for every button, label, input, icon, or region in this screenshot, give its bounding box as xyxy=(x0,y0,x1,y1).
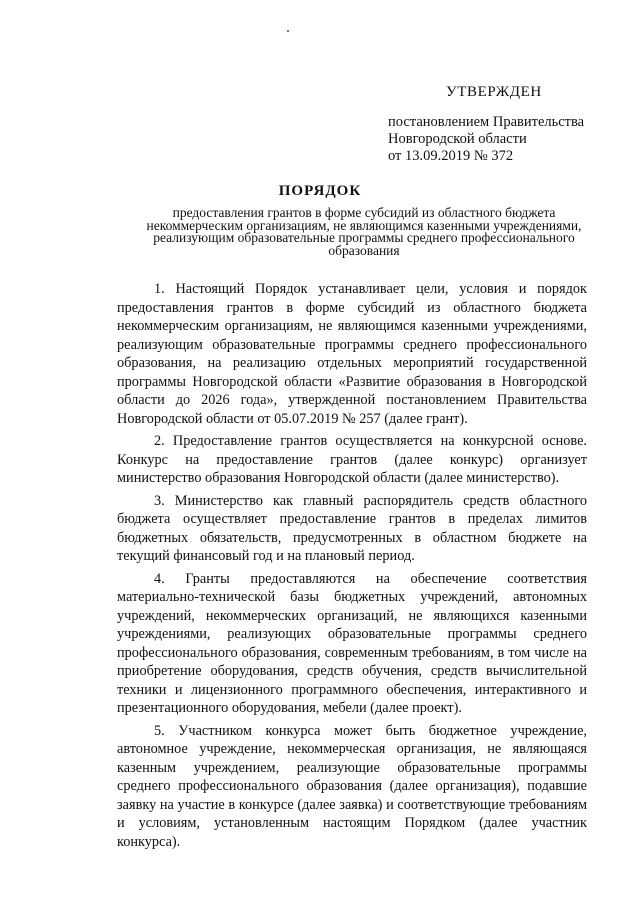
document-body xyxy=(117,280,587,851)
paragraph-2: 2. Предоставление грантов осуществляется на конкурсной основе. Конкурс на предоставление грантов (далее конкурс) организует министерство образования Новгородской области (далее министерство). xyxy=(117,433,587,486)
paragraph-4: 4. Гранты предоставляются на обеспечение соответствия материально-технической базы бюджетных учреждений, автономных учреждений, некоммерческих организаций, не являющихся казенными учреждениями, реализующих образовательные программы среднего профессионального образования, современным требованиям, в том числе на приобретение оборудования, средств обучения, средств вычислительной техники и лицензионного программного обеспечения, интерактивного и презентационного оборудования, мебели (далее проект). xyxy=(117,570,587,716)
approval-line-1: постановлением Правительства xyxy=(388,114,585,130)
approval-title: УТВЕРЖДЕН xyxy=(446,84,542,100)
paragraph-3: 3. Министерство как главный распорядитель средств областного бюджета осуществляет предоставление грантов в пределах лимитов бюджетных обязательств, предусмотренных в областном бюджете на текущий финансовый год и на плановый период. xyxy=(117,492,587,564)
paragraph-5: 5. Участником конкурса может быть бюджетное учреждение, автономное учреждение, некоммерческая организация, не являющаяся казенным учреждением, реализующие образовательные программы среднего профессионального образования (далее организация), подавшие заявку на участие в конкурсе (далее заявка) и соответствующие требованиям и условиям, установленным настоящим Порядком (далее участник конкурса). xyxy=(117,722,587,850)
document-title: ПОРЯДОК xyxy=(278,183,362,199)
approval-line-3: от 13.09.2019 № 372 xyxy=(388,148,514,164)
document-subtitle: предоставления грантов в форме субсидий из областного бюджета некоммерческим организациям, не являющимся казенными учреждениями, реализующим образовательные программы среднего профессионального образования xyxy=(146,205,582,258)
scan-speck xyxy=(287,30,289,32)
paragraph-1: 1. Настоящий Порядок устанавливает цели, условия и порядок предоставления грантов в форме субсидий из областного бюджета некоммерческим организациям, не являющимся казенными учреждениями, реализующим образовательные программы среднего профессионального образования, на реализацию отдельных мероприятий государственной программы Новгородской области «Развитие образования в Новгородской области до 2026 года», утвержденной постановлением Правительства Новгородской области от 05.07.2019 № 257 (далее грант). xyxy=(117,281,587,427)
approval-line-2: Новгородской области xyxy=(388,131,527,147)
